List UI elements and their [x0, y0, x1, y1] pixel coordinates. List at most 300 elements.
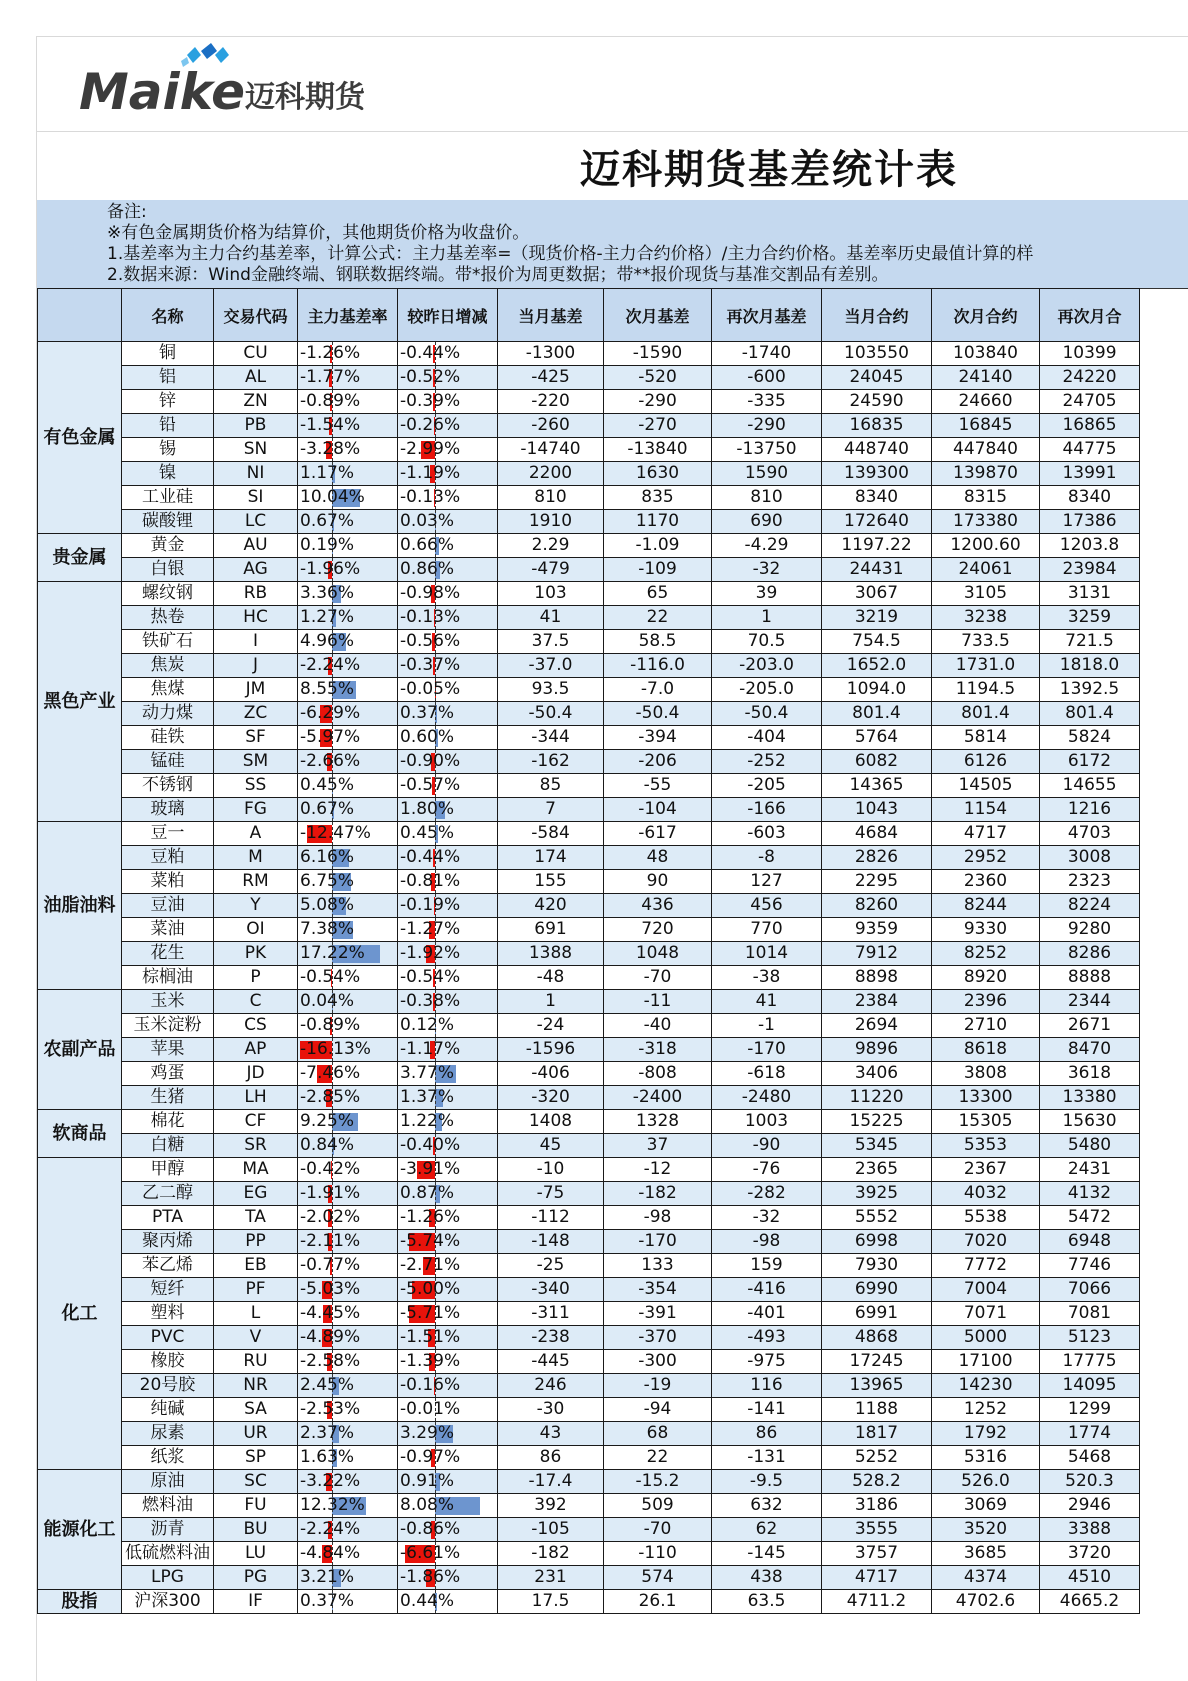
m3-contract-cell: 15630	[1040, 1110, 1140, 1134]
m1-basis-cell: -479	[498, 558, 604, 582]
name-cell: PTA	[122, 1206, 214, 1230]
basis-rate-cell	[298, 798, 398, 822]
m3-contract-cell: 8470	[1040, 1038, 1140, 1062]
m2-basis-cell: -370	[604, 1326, 712, 1350]
m1-basis-cell: 1388	[498, 942, 604, 966]
m1-contract-cell: 8340	[822, 486, 932, 510]
percent-value: -5.74%	[400, 1231, 460, 1251]
m1-contract-cell: 11220	[822, 1086, 932, 1110]
m1-contract-cell: 15225	[822, 1110, 932, 1134]
daily-change-cell	[398, 438, 498, 462]
category-cell: 化工	[38, 1158, 122, 1470]
m2-contract-cell: 2396	[932, 990, 1040, 1014]
m2-contract-cell: 13300	[932, 1086, 1040, 1110]
code-cell: PB	[214, 414, 298, 438]
daily-change-cell	[398, 750, 498, 774]
code-cell: TA	[214, 1206, 298, 1230]
daily-change-cell	[398, 894, 498, 918]
percent-value: 9.25%	[300, 1111, 354, 1131]
m3-contract-cell: 17386	[1040, 510, 1140, 534]
basis-rate-cell	[298, 1470, 398, 1494]
name-cell: 锰硅	[122, 750, 214, 774]
m3-basis-cell: -416	[712, 1278, 822, 1302]
m3-contract-cell: 5123	[1040, 1326, 1140, 1350]
logo	[77, 41, 417, 131]
basis-rate-cell	[298, 1422, 398, 1446]
percent-value: -1.86%	[400, 1567, 460, 1587]
m3-contract-cell: 3618	[1040, 1062, 1140, 1086]
m1-contract-cell: 801.4	[822, 702, 932, 726]
code-cell: IF	[214, 1590, 298, 1614]
percent-value: -1.17%	[400, 1039, 460, 1059]
name-cell: 苹果	[122, 1038, 214, 1062]
m2-basis-cell: -617	[604, 822, 712, 846]
name-cell: 动力煤	[122, 702, 214, 726]
percent-value: -0.86%	[400, 1519, 460, 1539]
code-cell: P	[214, 966, 298, 990]
percent-value: -0.16%	[400, 1375, 460, 1395]
m2-contract-cell: 5316	[932, 1446, 1040, 1470]
m3-basis-cell: -203.0	[712, 654, 822, 678]
m2-contract-cell: 1194.5	[932, 678, 1040, 702]
basis-rate-cell	[298, 1254, 398, 1278]
m3-contract-cell: 4703	[1040, 822, 1140, 846]
percent-value: -6.61%	[400, 1543, 460, 1563]
m1-basis-cell: 420	[498, 894, 604, 918]
m3-contract-cell: 8888	[1040, 966, 1140, 990]
code-cell: SR	[214, 1134, 298, 1158]
m3-basis-cell: -50.4	[712, 702, 822, 726]
page-title: 迈科期货基差统计表	[580, 138, 958, 195]
m1-basis-cell: -238	[498, 1326, 604, 1350]
code-cell: SN	[214, 438, 298, 462]
m1-basis-cell: -311	[498, 1302, 604, 1326]
table-row	[38, 702, 1140, 726]
percent-value: -6.29%	[300, 703, 360, 723]
basis-rate-cell	[298, 1014, 398, 1038]
m2-basis-cell: -170	[604, 1230, 712, 1254]
m3-contract-cell: 3259	[1040, 606, 1140, 630]
m2-contract-cell: 14230	[932, 1374, 1040, 1398]
percent-value: -0.97%	[400, 1447, 460, 1467]
table-row	[38, 1182, 1140, 1206]
basis-rate-cell	[298, 462, 398, 486]
m2-basis-cell: 720	[604, 918, 712, 942]
m3-contract-cell: 9280	[1040, 918, 1140, 942]
m3-basis-cell: -2480	[712, 1086, 822, 1110]
percent-value: -0.89%	[300, 1015, 360, 1035]
percent-value: -1.54%	[300, 415, 360, 435]
percent-value: -2.53%	[300, 1399, 360, 1419]
percent-value: -2.99%	[400, 439, 460, 459]
code-cell: LC	[214, 510, 298, 534]
m2-contract-cell: 5353	[932, 1134, 1040, 1158]
m2-contract-cell: 4717	[932, 822, 1040, 846]
basis-rate-cell	[298, 654, 398, 678]
m2-contract-cell: 1252	[932, 1398, 1040, 1422]
m1-basis-cell: 7	[498, 798, 604, 822]
m1-contract-cell: 13965	[822, 1374, 932, 1398]
table-row	[38, 1446, 1140, 1470]
m1-basis-cell: 231	[498, 1566, 604, 1590]
m1-basis-cell: -25	[498, 1254, 604, 1278]
m2-basis-cell: -7.0	[604, 678, 712, 702]
m2-contract-cell: 4374	[932, 1566, 1040, 1590]
m1-contract-cell: 4717	[822, 1566, 932, 1590]
code-cell: AU	[214, 534, 298, 558]
code-cell: SI	[214, 486, 298, 510]
code-cell: ZN	[214, 390, 298, 414]
percent-value: -1.91%	[300, 1183, 360, 1203]
m1-basis-cell: 2.29	[498, 534, 604, 558]
header-daily-change: 较昨日增减	[398, 289, 498, 342]
daily-change-cell	[398, 606, 498, 630]
m3-contract-cell: 8286	[1040, 942, 1140, 966]
m1-basis-cell: -105	[498, 1518, 604, 1542]
table-row	[38, 1302, 1140, 1326]
header-m3-contract: 再次月合	[1040, 289, 1140, 342]
m2-contract-cell: 8252	[932, 942, 1040, 966]
daily-change-cell	[398, 1230, 498, 1254]
code-cell: CF	[214, 1110, 298, 1134]
m2-contract-cell: 7020	[932, 1230, 1040, 1254]
m3-basis-cell: -205.0	[712, 678, 822, 702]
name-cell: 原油	[122, 1470, 214, 1494]
name-cell: 铜	[122, 342, 214, 366]
table-header-row	[38, 289, 1140, 342]
m2-contract-cell: 6126	[932, 750, 1040, 774]
basis-rate-cell	[298, 1566, 398, 1590]
basis-rate-cell	[298, 1134, 398, 1158]
m1-contract-cell: 448740	[822, 438, 932, 462]
code-cell: PG	[214, 1566, 298, 1590]
table-row	[38, 798, 1140, 822]
m3-basis-cell: 116	[712, 1374, 822, 1398]
basis-rate-cell	[298, 990, 398, 1014]
daily-change-cell	[398, 870, 498, 894]
table-row	[38, 1326, 1140, 1350]
name-cell: 燃料油	[122, 1494, 214, 1518]
m1-basis-cell: -24	[498, 1014, 604, 1038]
name-cell: 塑料	[122, 1302, 214, 1326]
name-cell: 硅铁	[122, 726, 214, 750]
code-cell: PF	[214, 1278, 298, 1302]
basis-rate-cell	[298, 942, 398, 966]
spreadsheet	[36, 36, 1188, 1681]
basis-rate-cell	[298, 510, 398, 534]
m1-contract-cell: 3186	[822, 1494, 932, 1518]
code-cell: UR	[214, 1422, 298, 1446]
daily-change-cell	[398, 1038, 498, 1062]
daily-change-cell	[398, 1086, 498, 1110]
m1-basis-cell: 45	[498, 1134, 604, 1158]
name-cell: 纸浆	[122, 1446, 214, 1470]
m2-basis-cell: -50.4	[604, 702, 712, 726]
m3-basis-cell: -404	[712, 726, 822, 750]
code-cell: FG	[214, 798, 298, 822]
basis-rate-cell	[298, 1302, 398, 1326]
basis-rate-cell	[298, 870, 398, 894]
m2-basis-cell: 1048	[604, 942, 712, 966]
percent-value: -0.56%	[400, 631, 460, 651]
m1-basis-cell: 810	[498, 486, 604, 510]
m1-contract-cell: 3757	[822, 1542, 932, 1566]
percent-value: -0.54%	[300, 967, 360, 987]
table-row	[38, 558, 1140, 582]
basis-rate-cell	[298, 678, 398, 702]
basis-rate-cell	[298, 486, 398, 510]
percent-value: -0.01%	[400, 1399, 460, 1419]
m2-contract-cell: 1792	[932, 1422, 1040, 1446]
daily-change-cell	[398, 1422, 498, 1446]
code-cell: AG	[214, 558, 298, 582]
percent-value: 3.77%	[400, 1063, 454, 1083]
m3-basis-cell: 632	[712, 1494, 822, 1518]
m3-contract-cell: 1774	[1040, 1422, 1140, 1446]
percent-value: 0.37%	[300, 1591, 354, 1611]
percent-value: -16.13%	[300, 1039, 371, 1059]
basis-rate-cell	[298, 774, 398, 798]
m3-basis-cell: 1	[712, 606, 822, 630]
m1-contract-cell: 3925	[822, 1182, 932, 1206]
table-row	[38, 438, 1140, 462]
name-cell: 纯碱	[122, 1398, 214, 1422]
m2-basis-cell: 22	[604, 606, 712, 630]
table-row	[38, 1062, 1140, 1086]
m2-basis-cell: -290	[604, 390, 712, 414]
m3-basis-cell: -32	[712, 1206, 822, 1230]
name-cell: 铁矿石	[122, 630, 214, 654]
note-line: ※有色金属期货价格为结算价，其他期货价格为收盘价。	[107, 223, 529, 245]
m1-contract-cell: 1197.22	[822, 534, 932, 558]
m3-contract-cell: 801.4	[1040, 702, 1140, 726]
category-cell: 黑色产业	[38, 582, 122, 822]
percent-value: 1.37%	[400, 1087, 454, 1107]
percent-value: -0.19%	[400, 895, 460, 915]
m1-basis-cell: -10	[498, 1158, 604, 1182]
m1-contract-cell: 5552	[822, 1206, 932, 1230]
m1-contract-cell: 6082	[822, 750, 932, 774]
daily-change-cell	[398, 1206, 498, 1230]
m2-basis-cell: -11	[604, 990, 712, 1014]
m2-basis-cell: -40	[604, 1014, 712, 1038]
m3-basis-cell: -8	[712, 846, 822, 870]
percent-value: 0.86%	[400, 559, 454, 579]
basis-rate-cell	[298, 1374, 398, 1398]
name-cell: 豆油	[122, 894, 214, 918]
name-cell: PVC	[122, 1326, 214, 1350]
m3-contract-cell: 14655	[1040, 774, 1140, 798]
daily-change-cell	[398, 1062, 498, 1086]
m1-contract-cell: 1817	[822, 1422, 932, 1446]
name-cell: 不锈钢	[122, 774, 214, 798]
m1-basis-cell: 1910	[498, 510, 604, 534]
daily-change-cell	[398, 1326, 498, 1350]
header-code: 交易代码	[214, 289, 298, 342]
daily-change-cell	[398, 1590, 498, 1614]
notes-section	[37, 200, 1188, 289]
code-cell: JD	[214, 1062, 298, 1086]
m3-basis-cell: 39	[712, 582, 822, 606]
code-cell: MA	[214, 1158, 298, 1182]
percent-value: -0.52%	[400, 367, 460, 387]
m1-basis-cell: 103	[498, 582, 604, 606]
m2-basis-cell: 58.5	[604, 630, 712, 654]
basis-rate-cell	[298, 750, 398, 774]
m3-contract-cell: 10399	[1040, 342, 1140, 366]
percent-value: -2.66%	[300, 751, 360, 771]
basis-rate-cell	[298, 966, 398, 990]
table-row	[38, 678, 1140, 702]
m3-basis-cell: -131	[712, 1446, 822, 1470]
m2-contract-cell: 2360	[932, 870, 1040, 894]
m3-contract-cell: 1216	[1040, 798, 1140, 822]
table-row	[38, 1590, 1140, 1614]
m2-basis-cell: -70	[604, 966, 712, 990]
m1-contract-cell: 5252	[822, 1446, 932, 1470]
m2-contract-cell: 8315	[932, 486, 1040, 510]
percent-value: 5.08%	[300, 895, 354, 915]
header-m1-basis: 当月基差	[498, 289, 604, 342]
m1-basis-cell: -260	[498, 414, 604, 438]
basis-rate-cell	[298, 534, 398, 558]
m2-basis-cell: -1.09	[604, 534, 712, 558]
m2-contract-cell: 3685	[932, 1542, 1040, 1566]
daily-change-cell	[398, 1374, 498, 1398]
code-cell: LH	[214, 1086, 298, 1110]
category-cell: 农副产品	[38, 990, 122, 1110]
m2-basis-cell: 436	[604, 894, 712, 918]
percent-value: -5.00%	[400, 1279, 460, 1299]
name-cell: 焦煤	[122, 678, 214, 702]
note-label: 备注:	[107, 202, 147, 224]
m3-contract-cell: 5468	[1040, 1446, 1140, 1470]
basis-rate-cell	[298, 846, 398, 870]
header-category	[38, 289, 122, 342]
percent-value: 0.03%	[400, 511, 454, 531]
table-row	[38, 1374, 1140, 1398]
m1-basis-cell: -112	[498, 1206, 604, 1230]
m2-contract-cell: 733.5	[932, 630, 1040, 654]
table-row	[38, 1086, 1140, 1110]
m2-contract-cell: 1731.0	[932, 654, 1040, 678]
m1-basis-cell: 174	[498, 846, 604, 870]
m3-contract-cell: 1203.8	[1040, 534, 1140, 558]
code-cell: EB	[214, 1254, 298, 1278]
m1-contract-cell: 5764	[822, 726, 932, 750]
m2-contract-cell: 7071	[932, 1302, 1040, 1326]
m3-basis-cell: 770	[712, 918, 822, 942]
daily-change-cell	[398, 1518, 498, 1542]
m3-basis-cell: -145	[712, 1542, 822, 1566]
percent-value: 3.29%	[400, 1423, 454, 1443]
m1-contract-cell: 1188	[822, 1398, 932, 1422]
percent-value: -1.51%	[400, 1327, 460, 1347]
m3-contract-cell: 16865	[1040, 414, 1140, 438]
code-cell: I	[214, 630, 298, 654]
header-name: 名称	[122, 289, 214, 342]
name-cell: 铝	[122, 366, 214, 390]
m2-contract-cell: 3105	[932, 582, 1040, 606]
m3-contract-cell: 2671	[1040, 1014, 1140, 1038]
m3-basis-cell: -170	[712, 1038, 822, 1062]
percent-value: 6.16%	[300, 847, 354, 867]
m1-basis-cell: -1596	[498, 1038, 604, 1062]
percent-value: -0.77%	[300, 1255, 360, 1275]
m2-contract-cell: 7772	[932, 1254, 1040, 1278]
m2-contract-cell: 1200.60	[932, 534, 1040, 558]
percent-value: 0.87%	[400, 1183, 454, 1203]
table-row	[38, 1158, 1140, 1182]
table-row	[38, 1230, 1140, 1254]
header-basis-rate: 主力基差率	[298, 289, 398, 342]
m3-basis-cell: 810	[712, 486, 822, 510]
m3-basis-cell: 127	[712, 870, 822, 894]
m1-contract-cell: 172640	[822, 510, 932, 534]
percent-value: -2.24%	[300, 655, 360, 675]
m3-basis-cell: -90	[712, 1134, 822, 1158]
daily-change-cell	[398, 846, 498, 870]
header-m3-basis: 再次月基差	[712, 289, 822, 342]
m2-basis-cell: -300	[604, 1350, 712, 1374]
m3-contract-cell: 24220	[1040, 366, 1140, 390]
m3-contract-cell: 7081	[1040, 1302, 1140, 1326]
m3-contract-cell: 721.5	[1040, 630, 1140, 654]
percent-value: -4.84%	[300, 1543, 360, 1563]
m3-basis-cell: 456	[712, 894, 822, 918]
m2-basis-cell: 509	[604, 1494, 712, 1518]
category-cell: 贵金属	[38, 534, 122, 582]
percent-value: -2.11%	[300, 1231, 360, 1251]
name-cell: 焦炭	[122, 654, 214, 678]
code-cell: SF	[214, 726, 298, 750]
name-cell: 沪深300	[122, 1590, 214, 1614]
code-cell: C	[214, 990, 298, 1014]
name-cell: 菜油	[122, 918, 214, 942]
m1-basis-cell: -344	[498, 726, 604, 750]
daily-change-cell	[398, 342, 498, 366]
m3-contract-cell: 2344	[1040, 990, 1140, 1014]
percent-value: -0.26%	[400, 415, 460, 435]
percent-value: 0.84%	[300, 1135, 354, 1155]
m2-basis-cell: 574	[604, 1566, 712, 1590]
m1-contract-cell: 754.5	[822, 630, 932, 654]
m3-contract-cell: 8224	[1040, 894, 1140, 918]
code-cell: EG	[214, 1182, 298, 1206]
basis-rate-cell	[298, 630, 398, 654]
name-cell: 甲醇	[122, 1158, 214, 1182]
m1-basis-cell: 37.5	[498, 630, 604, 654]
percent-value: -1.26%	[400, 1207, 460, 1227]
m2-contract-cell: 15305	[932, 1110, 1040, 1134]
code-cell: A	[214, 822, 298, 846]
m1-contract-cell: 2826	[822, 846, 932, 870]
daily-change-cell	[398, 966, 498, 990]
m3-contract-cell: 23984	[1040, 558, 1140, 582]
m1-basis-cell: -14740	[498, 438, 604, 462]
daily-change-cell	[398, 1110, 498, 1134]
m2-basis-cell: -1590	[604, 342, 712, 366]
table-row	[38, 1254, 1140, 1278]
code-cell: PK	[214, 942, 298, 966]
m1-basis-cell: 1408	[498, 1110, 604, 1134]
m3-contract-cell: 5824	[1040, 726, 1140, 750]
daily-change-cell	[398, 822, 498, 846]
name-cell: 镍	[122, 462, 214, 486]
basis-rate-cell	[298, 1326, 398, 1350]
name-cell: 苯乙烯	[122, 1254, 214, 1278]
daily-change-cell	[398, 1158, 498, 1182]
